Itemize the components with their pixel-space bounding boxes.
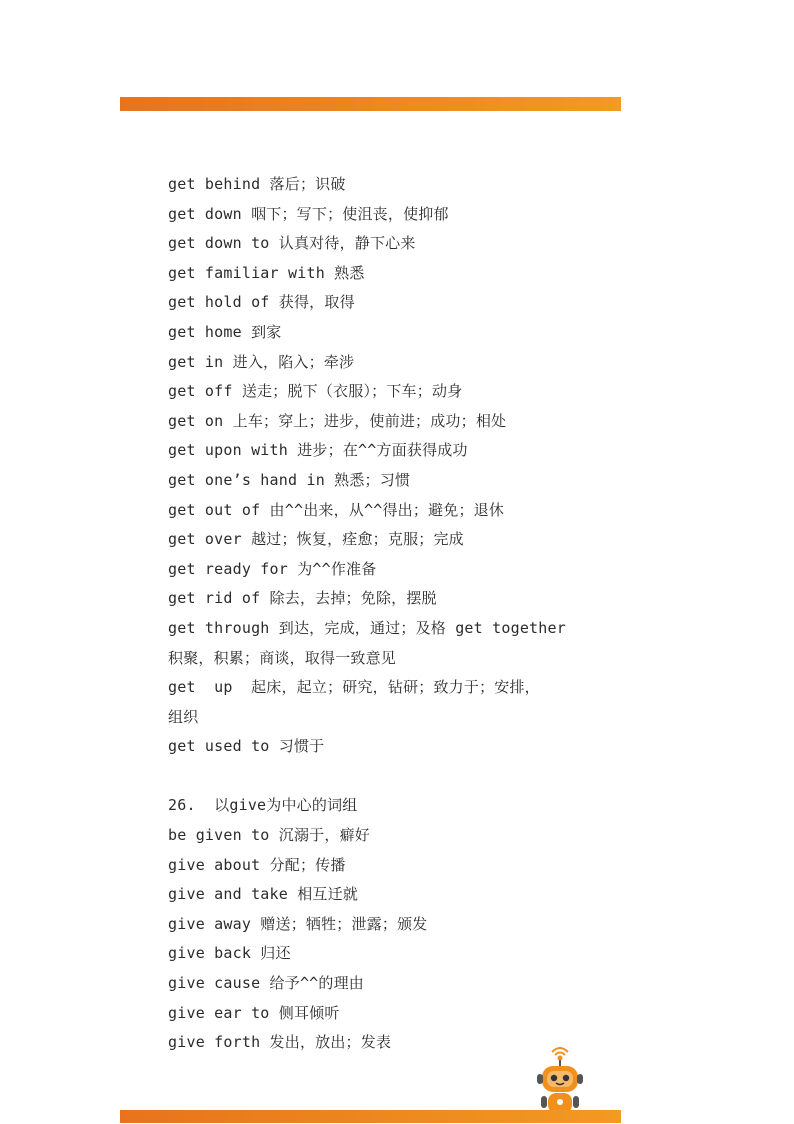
phrase-line: get behind 落后；识破 xyxy=(168,175,346,193)
phrase-line: get out of 由^^出来，从^^得出；避免；退休 xyxy=(168,500,505,519)
phrase-line: give cause 给予^^的理由 xyxy=(168,974,365,993)
phrase-line: get rid of 除去，去掉；免除，摆脱 xyxy=(168,589,437,608)
phrase-line: get upon with 进步；在^^方面获得成功 xyxy=(168,441,468,460)
phrase-line: get down to 认真对待，静下心来 xyxy=(168,234,416,253)
phrase-line: give away 赠送；牺牲；泄露；颁发 xyxy=(168,914,428,933)
phrase-line: get through 到达，完成，通过；及格 get together xyxy=(168,618,566,637)
phrase-line: get hold of 获得，取得 xyxy=(168,293,355,312)
phrase-line: get familiar with 熟悉 xyxy=(168,263,365,282)
section-heading: 26. 以give为中心的词组 xyxy=(168,796,358,815)
phrase-line: get off 送走；脱下（衣服）；下车；动身 xyxy=(168,382,463,401)
phrase-line: give about 分配；传播 xyxy=(168,855,346,874)
phrase-line: get down 咽下；写下；使沮丧，使抑郁 xyxy=(168,204,449,223)
phrase-line: get one’s hand in 熟悉；习惯 xyxy=(168,470,411,489)
phrase-line: get ready for 为^^作准备 xyxy=(168,559,377,578)
phrase-line: give ear to 侧耳倾听 xyxy=(168,1003,340,1022)
phrase-line: be given to 沉溺于，癖好 xyxy=(168,826,370,845)
phrase-line: 积聚，积累；商谈，取得一致意见 xyxy=(168,648,397,667)
robot-mascot-icon xyxy=(530,1042,590,1120)
give-phrases-list xyxy=(168,821,588,1058)
bottom-orange-bar xyxy=(120,1110,621,1123)
top-orange-bar xyxy=(120,97,621,111)
phrase-line: give forth 发出，放出；发表 xyxy=(168,1033,392,1052)
phrase-line: get up 起床，起立；研究，钻研；致力于；安排， xyxy=(168,678,540,697)
phrase-line: get in 进入，陷入；牵涉 xyxy=(168,352,355,371)
phrase-line: get used to 习惯于 xyxy=(168,737,325,756)
get-phrases-list xyxy=(168,170,588,762)
phrase-line: get over 越过；恢复，痊愈；克服；完成 xyxy=(168,530,464,549)
section-spacer xyxy=(168,762,588,792)
phrase-line: give and take 相互迁就 xyxy=(168,885,359,904)
phrase-line: give back 归还 xyxy=(168,944,291,963)
phrase-line: get on 上车；穿上；进步，使前进；成功；相处 xyxy=(168,411,507,430)
phrase-line: get home 到家 xyxy=(168,322,282,341)
document-content xyxy=(168,170,588,1058)
phrase-line: 组织 xyxy=(168,707,199,726)
